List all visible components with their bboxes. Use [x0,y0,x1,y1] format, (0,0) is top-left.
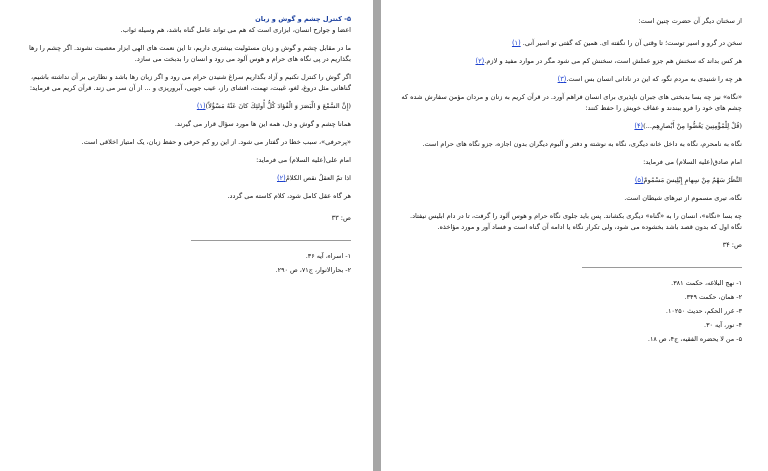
right-paragraph-3-text: هر کس بداند که سخنش هم جزو عملش است، سخنش کم می شود مگر در موارد مفید و لازم. [484,57,742,65]
quran-verse-left [18,101,351,112]
footnote-ref-5[interactable]: (۵) [634,176,644,184]
footnotes-left [18,249,351,277]
page-number-right: ص: ۳۴ [722,241,742,249]
left-paragraph-2: ما در مقابل چشم و گوش و زبان مسئولیت بیشتری داریم، تا این نعمت های الهی ابزار معصیت نشوند. اگر چشم را رها بگذاریم در پی نگاه های حرام و هوس آلود می رود و انسان را بدبخت می سازد. [29,44,351,63]
hadith-text: اذا تمّ العقلُ نقص الكلامُ [285,174,351,182]
quran-verse-text: (قُلْ لِلْمُؤْمِنِينَ يَغُضُّوا مِنْ أَبْصارِهِم...) [643,122,742,130]
left-paragraph-5: «پرحرفی»، سبب خطا در گفتار می شود. از این رو کم حرفی و حفظ زبان، یک امتیاز اخلاقی است. [81,138,351,146]
left-paragraph-6: امام علی(علیه السلام) می فرماید: [256,156,351,164]
right-paragraph-4 [399,74,742,85]
left-paragraph-3: اگر گوش را کنترل نکنیم و آزاد بگذاریم سراغ شنیدن حرام می رود و اگر زبان رها باشد و نظارتی بر آن نداشته باشیم، گناهانی مثل دروغ، لغو، غیبت، تهمت، افشای راز، عیب جویی، آبروریزی و ... از آن سر می زند. قرآن کریم می فرماید: [29,73,351,92]
footnote-ref-3[interactable]: (۳) [557,75,567,83]
left-paragraph-1: اعضا و جوارح انسان، ابزاری است که هم می تواند عامل گناه باشد، هم وسیله ثواب. [120,26,351,34]
footnote-ref-2[interactable]: (۲) [276,174,286,182]
right-page [381,0,768,471]
right-paragraph-2-text: سخن در گرو و اسیر توست؛ تا وقتی آن را نگفته ای. همین که گفتی تو اسیر آنی. [522,39,742,47]
right-paragraph-9: چه بسا «نگاه»، انسان را به «گناه» دیگری بکشاند. پس باید جلوی نگاه حرام و هوس آلود را گرفت، تا در دام ابلیس نیفتاد. نگاه اول که بدون قصد باشد بخشوده می شود، ولی تکرار نگاه یا ادامه آن گناه است و فساد آور و مورد مؤاخذه. [410,212,742,231]
left-page [0,0,373,471]
footnote-item: ۴- نور، آیه ۳۰. [704,321,742,329]
footnote-item: ۲- همان، حکمت ۳۴۹. [684,293,742,301]
right-paragraph-3 [399,56,742,67]
footnote-divider [582,267,742,268]
right-paragraph-1: از سخنان دیگر آن حضرت چنین است: [638,17,742,25]
footnote-item: ۱- نهج البلاغه، حکمت ۳۸۱. [671,279,742,287]
left-paragraph-4: همانا چشم و گوش و دل، همه این ها مورد سؤال قرار می گیرند. [174,120,351,128]
hadith-right [399,175,742,186]
section-heading: ۵- کنترل چشم و گوش و زبان [255,15,351,23]
left-paragraph-7: هر گاه عقل کامل شود، کلام کاسته می گردد. [227,192,351,200]
right-paragraph-2 [399,38,742,49]
footnote-ref-1[interactable]: (۱) [196,102,206,110]
hadith-left [18,173,351,184]
right-paragraph-5: «نگاه» نیز چه بسا بدبختی های جبران ناپذیری برای انسان فراهم آورد. در قرآن کریم به زنان و مردان مؤمن سفارش شده که چشم های خود را فرو ببندند و عفاف خویش را حفظ کنند: [401,93,742,112]
footnote-item: ۳- غرر الحکم، حدیث ۱۰۲۵۰. [665,307,742,315]
page-number-left: ص: ۳۳ [331,214,351,222]
hadith-text: النَّظَرُ سَهْمٌ مِنْ سِهامِ إِبْلِيسَ مَسْمُومٌ [643,176,742,184]
right-paragraph-4-text: هر چه را شنیدی به مردم نگو، که این در نادانی انسان بس است. [566,75,742,83]
right-paragraph-8: نگاه، تیری مسموم از تیرهای شیطان است. [624,194,742,202]
right-paragraph-7: امام صادق(علیه السلام) می فرماید: [643,158,742,166]
quran-verse-text: (إِنَّ السَّمْعَ وَ الْبَصَرَ وَ الْفُؤادَ كُلُّ أُولئِكَ كانَ عَنْهُ مَسْؤُلاً) [205,102,351,110]
footnote-divider [191,240,351,241]
footnote-ref-1[interactable]: (۱) [511,39,521,47]
footnote-item: ۵- من لا یحضره الفقیه، ج۴، ص ۱۸. [647,335,742,343]
footnote-item: ۱- اسراء، آیه ۳۶. [305,252,351,260]
footnote-ref-2[interactable]: (۲) [475,57,485,65]
footnote-ref-4[interactable]: (۴) [634,122,644,130]
footnotes-right [399,276,742,346]
quran-verse-right [399,121,742,132]
right-paragraph-6: نگاه به نامحرم، نگاه به داخل خانه دیگری، نگاه به نوشته و دفتر و آلبوم دیگران بدون اجازه، جزو نگاه های حرام است. [422,140,742,148]
footnote-item: ۲- بحارالانوار، ج۷۱، ص ۲۹۰. [275,266,351,274]
